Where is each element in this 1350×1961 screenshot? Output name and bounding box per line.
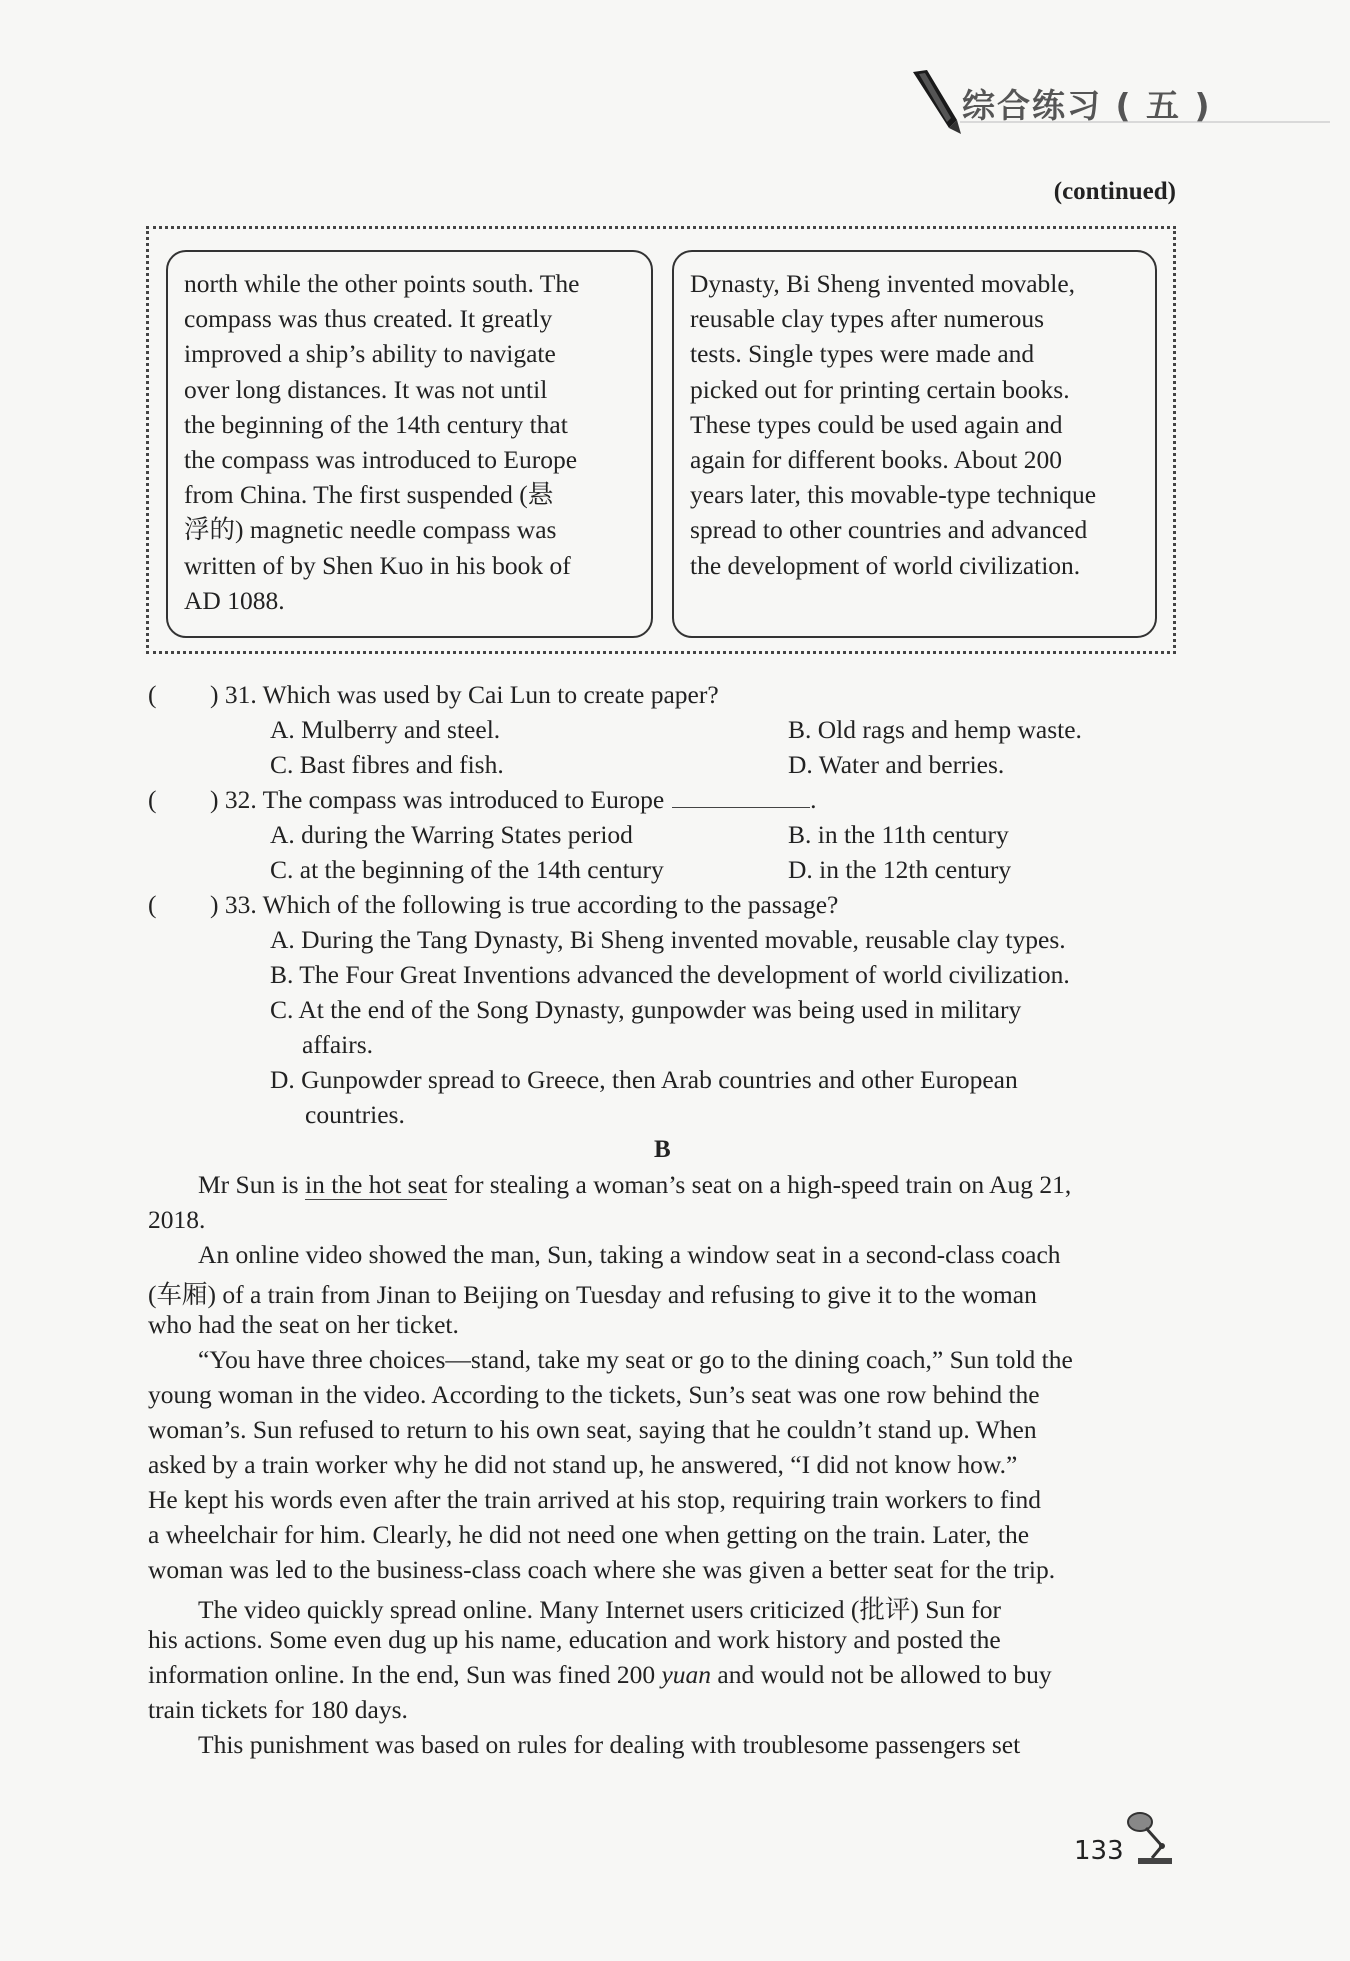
passage-line: from China. The first suspended (悬 — [184, 480, 554, 510]
passage-b-line: “You have three choices—stand, take my seat or go to the dining coach,” Sun told the — [198, 1345, 1073, 1374]
passage-line: picked out for printing certain books. — [690, 374, 1070, 404]
passage-b-line: his actions. Some even dug up his name, education and work history and posted the — [148, 1625, 1001, 1654]
passage-line: years later, this movable-type technique — [690, 480, 1097, 510]
question-32-text: ) 32. The compass was introduced to Europe — [210, 785, 665, 814]
passage-b-line: woman was led to the business-class coach where she was given a better seat for the trip. — [148, 1555, 1056, 1584]
question-31-stem: ) 31. Which was used by Cai Lun to create paper? — [210, 680, 719, 709]
passage-line: improved a ship’s ability to navigate — [184, 339, 556, 369]
passage-line: AD 1088. — [184, 585, 285, 615]
passage-b-line: train tickets for 180 days. — [148, 1695, 408, 1724]
answer-paren[interactable]: ( — [148, 890, 157, 919]
passage-b-text: information online. In the end, Sun was fined 200 — [148, 1660, 662, 1689]
passage-b-line — [148, 1660, 1052, 1690]
answer-paren[interactable]: ( — [148, 680, 157, 709]
passage-line: spread to other countries and advanced — [690, 515, 1088, 545]
question-33-option-b[interactable]: B. The Four Great Inventions advanced the development of world civilization. — [270, 960, 1070, 989]
underlined-phrase: in the hot seat — [304, 1170, 448, 1199]
passage-b-line — [198, 1170, 1071, 1200]
passage-line: These types could be used again and — [690, 409, 1063, 439]
passage-b-line: 2018. — [148, 1205, 206, 1234]
passage-b-line: This punishment was based on rules for dealing with troublesome passengers set — [198, 1730, 1021, 1759]
passage-b-line: The video quickly spread online. Many Internet users criticized (批评) Sun for — [198, 1595, 1002, 1624]
passage-b-line: He kept his words even after the train arrived at his stop, requiring train workers to find — [148, 1485, 1041, 1514]
passage-line: reusable clay types after numerous — [690, 304, 1045, 334]
section-b-heading: B — [654, 1136, 671, 1163]
question-32-option-a[interactable]: A. during the Warring States period — [270, 820, 633, 849]
italic-word: yuan — [661, 1660, 712, 1689]
question-32-option-b[interactable]: B. in the 11th century — [788, 820, 1009, 849]
answer-paren[interactable]: ( — [148, 785, 157, 814]
question-32-option-d[interactable]: D. in the 12th century — [788, 855, 1012, 884]
passage-b-text: for stealing a woman’s seat on a high-speed train on Aug 21, — [447, 1170, 1072, 1199]
passage-line: the compass was introduced to Europe — [184, 445, 578, 475]
question-31-option-c[interactable]: C. Bast fibres and fish. — [270, 750, 504, 779]
section-title: 综合练习 ( 五 ) — [962, 86, 1212, 125]
question-33-option-d[interactable]: D. Gunpowder spread to Greece, then Arab countries and other European — [270, 1065, 1018, 1094]
passage-line: tests. Single types were made and — [690, 339, 1035, 369]
passage-b-text: and would not be allowed to buy — [711, 1660, 1052, 1689]
desk-lamp-icon — [1124, 1808, 1180, 1866]
passage-b-line: young woman in the video. According to the tickets, Sun’s seat was one row behind the — [148, 1380, 1040, 1409]
passage-b-line: (车厢) of a train from Jinan to Beijing on Tuesday and refusing to give it to the woman — [148, 1280, 1037, 1309]
question-33-stem: ) 33. Which of the following is true according to the passage? — [210, 890, 839, 919]
question-31-option-a[interactable]: A. Mulberry and steel. — [270, 715, 501, 744]
passage-line: 浮的) magnetic needle compass was — [184, 515, 557, 545]
question-32-option-c[interactable]: C. at the beginning of the 14th century — [270, 855, 664, 884]
passage-line: again for different books. About 200 — [690, 445, 1063, 475]
passage-b-text: Mr Sun is — [198, 1170, 305, 1199]
passage-line: Dynasty, Bi Sheng invented movable, — [690, 269, 1076, 298]
passage-line: over long distances. It was not until — [184, 374, 548, 404]
question-33-option-c[interactable]: C. At the end of the Song Dynasty, gunpowder was being used in military — [270, 995, 1022, 1024]
passage-line: the development of world civilization. — [690, 550, 1081, 580]
question-32-period: . — [810, 785, 817, 814]
passage-line: written of by Shen Kuo in his book of — [184, 550, 571, 580]
passage-b-line: woman’s. Sun refused to return to his own seat, saying that he couldn’t stand up. When — [148, 1415, 1037, 1444]
passage-line: compass was thus created. It greatly — [184, 304, 553, 334]
passage-panel-right — [672, 250, 1157, 638]
question-33-option-d-cont: countries. — [305, 1100, 405, 1129]
passage-b-line: who had the seat on her ticket. — [148, 1310, 459, 1339]
continued-label: (continued) — [1053, 178, 1176, 205]
page-number: 133 — [1074, 1836, 1124, 1866]
answer-blank[interactable] — [672, 785, 810, 808]
passage-b-line: asked by a train worker why he did not stand up, he answered, “I did not know how.” — [148, 1450, 1018, 1479]
passage-b-line: a wheelchair for him. Clearly, he did not need one when getting on the train. Later, the — [148, 1520, 1030, 1549]
passage-panel-left — [166, 250, 653, 638]
question-31-option-d[interactable]: D. Water and berries. — [788, 750, 1005, 779]
question-31-option-b[interactable]: B. Old rags and hemp waste. — [788, 715, 1082, 744]
passage-line: north while the other points south. The — [184, 269, 580, 298]
passage-b-line: An online video showed the man, Sun, taking a window seat in a second-class coach — [198, 1240, 1061, 1269]
question-33-option-a[interactable]: A. During the Tang Dynasty, Bi Sheng invented movable, reusable clay types. — [270, 925, 1066, 954]
question-33-option-c-cont: affairs. — [302, 1030, 374, 1059]
question-32-stem — [210, 785, 817, 815]
passage-line: the beginning of the 14th century that — [184, 409, 568, 439]
